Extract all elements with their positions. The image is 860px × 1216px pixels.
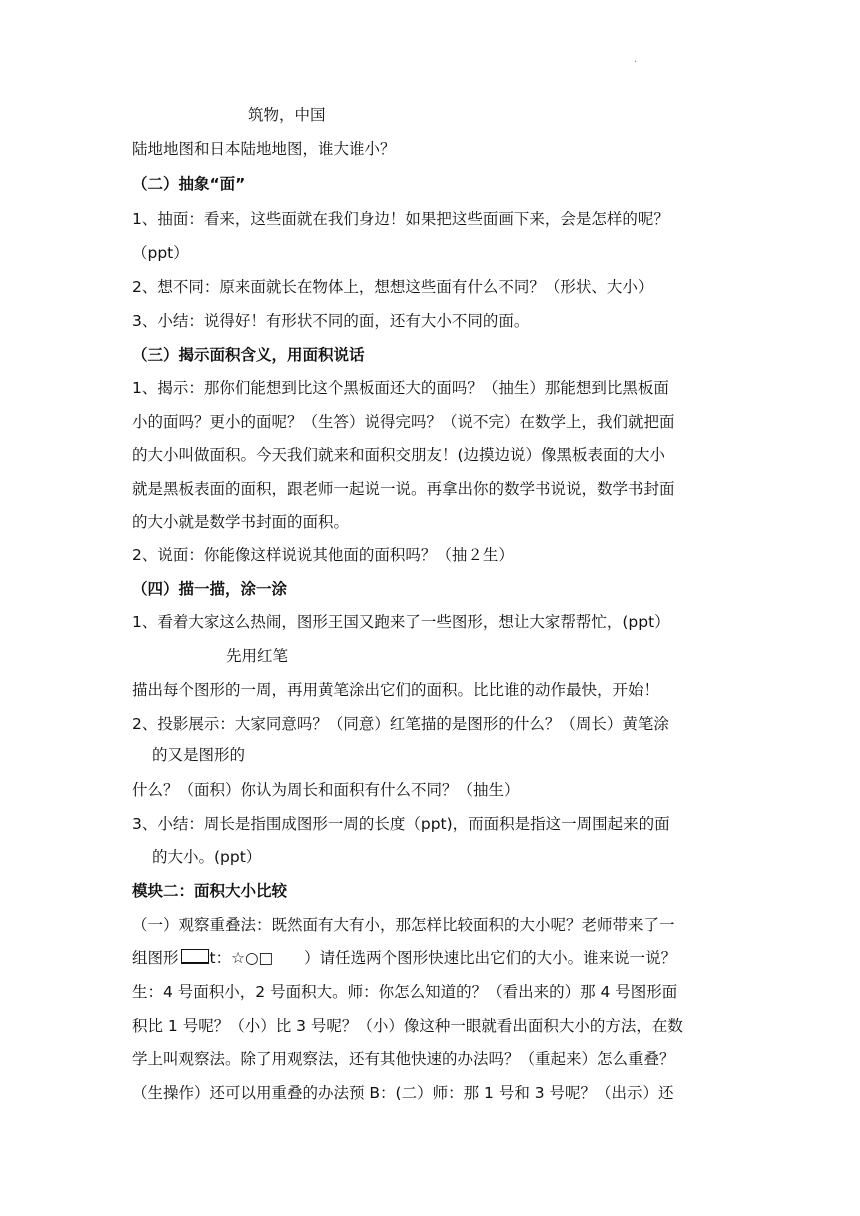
text-line xyxy=(132,947,732,969)
text-fragment: t：☆○□ ）请任选两个图形快速比出它们的大小。谁来说一说？ xyxy=(209,949,677,967)
shape-box-icon xyxy=(181,949,209,964)
text-line: 陆地地图和日本陆地地图，谁大谁小？ xyxy=(132,140,396,158)
text-line: 3、小结：说得好！有形状不同的面，还有大小不同的面。 xyxy=(132,312,530,330)
text-line: 小的面吗？更小的面呢？（生答）说得完吗？（说不完）在数学上，我们就把面 xyxy=(132,413,675,431)
text-line: 先用红笔 xyxy=(226,647,289,665)
section-heading: （二）抽象“面” xyxy=(132,175,246,193)
header-mark: . xyxy=(634,54,638,65)
text-line: 生：4 号面积小，2 号面积大。师：你怎么知道的？（看出来的）那 4 号图形面 xyxy=(132,983,678,1001)
text-line: 积比 1 号呢？（小）比 3 号呢？（小）像这种一眼就看出面积大小的方法，在数 xyxy=(132,1017,683,1035)
text-line: （ppt） xyxy=(132,244,189,262)
text-line: 1、揭示：那你们能想到比这个黑板面还大的面吗？（抽生）那能想到比黑板面 xyxy=(132,379,669,397)
text-line: 3、小结：周长是指围成图形一周的长度（ppt)，而面积是指这一周围起来的面 xyxy=(132,815,670,833)
text-fragment: 组图形 xyxy=(132,949,179,967)
text-line: 就是黑板表面的面积，跟老师一起说一说。再拿出你的数学书说说，数学书封面 xyxy=(132,480,675,498)
text-line: （一）观察重叠法：既然面有大有小，那怎样比较面积的大小呢？老师带来了一 xyxy=(132,916,675,934)
text-line: 1、看着大家这么热闹，图形王国又跑来了一些图形，想让大家帮帮忙，(ppt） xyxy=(132,613,670,631)
text-line: 2、说面：你能像这样说说其他面的面积吗？（抽２生） xyxy=(132,546,514,564)
text-line: 筑物，中国 xyxy=(248,106,326,124)
section-heading: （四）描一描，涂一涂 xyxy=(132,580,288,598)
text-line: 的大小就是数学书封面的面积。 xyxy=(132,513,350,531)
text-line: （生操作）还可以用重叠的办法预 B：(二）师：那 1 号和 3 号呢？（出示）还 xyxy=(132,1084,674,1102)
text-line: 2、投影展示：大家同意吗？（同意）红笔描的是图形的什么？（周长）黄笔涂 xyxy=(132,715,669,733)
text-line: 1、抽面：看来，这些面就在我们身边！如果把这些面画下来，会是怎样的呢？ xyxy=(132,210,669,228)
module-heading: 模块二：面积大小比较 xyxy=(132,882,288,900)
text-line: 描出每个图形的一周，再用黄笔涂出它们的面积。比比谁的动作最快，开始！ xyxy=(132,681,660,699)
text-line: 的大小叫做面积。今天我们就来和面积交朋友！(边摸边说）像黑板表面的大小 xyxy=(132,446,666,464)
text-line: 学上叫观察法。除了用观察法，还有其他快速的办法吗？（重起来）怎么重叠？ xyxy=(132,1050,675,1068)
text-line: 的大小。(ppt） xyxy=(152,848,262,866)
text-line: 2、想不同：原来面就长在物体上，想想这些面有什么不同？（形状、大小） xyxy=(132,278,654,296)
section-heading: （三）揭示面积含义，用面积说话 xyxy=(132,346,365,364)
text-line: 的又是图形的 xyxy=(152,746,246,764)
text-line: 什么？（面积）你认为周长和面积有什么不同？（抽生） xyxy=(132,781,520,799)
